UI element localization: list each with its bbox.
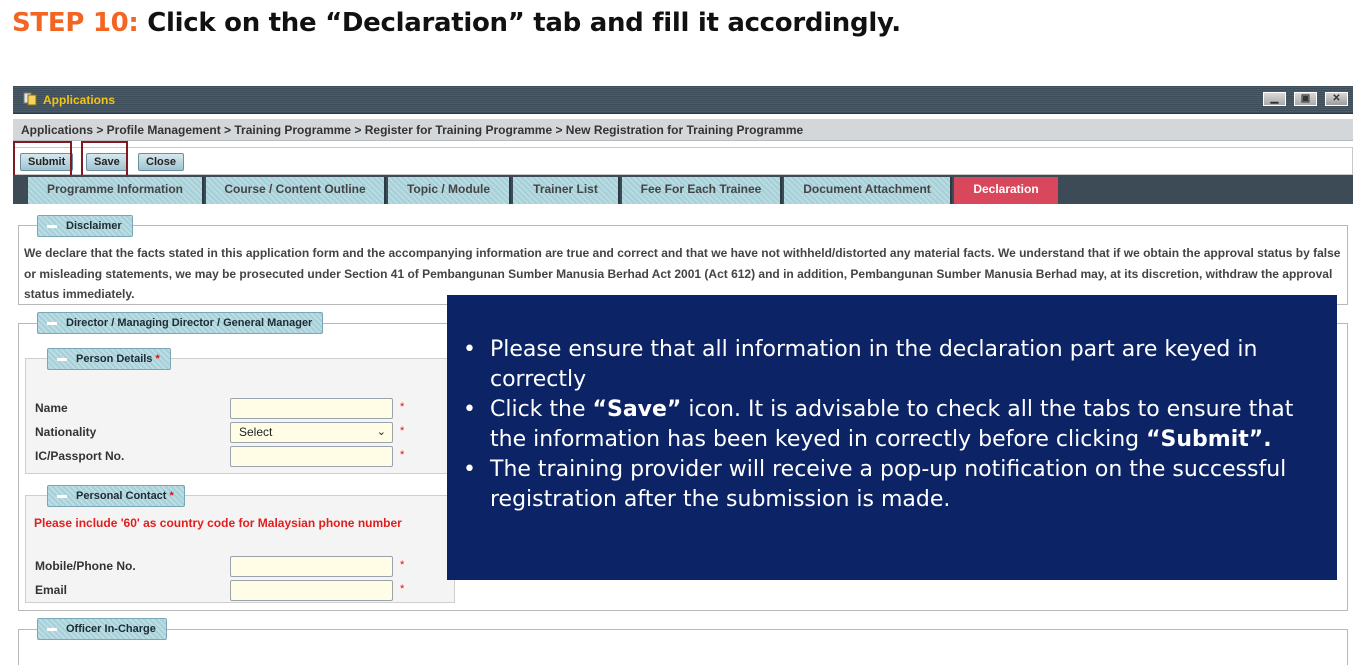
- tab-document-attachment[interactable]: Document Attachment: [784, 177, 952, 204]
- officer-legend-label: Officer In-Charge: [66, 623, 156, 635]
- minimize-icon: ▁: [1270, 93, 1279, 104]
- instruction-callout: [447, 295, 1337, 580]
- chevron-down-icon: ⌄: [376, 426, 386, 438]
- personal-contact-legend-label: Personal Contact: [76, 490, 167, 502]
- required-mark: *: [400, 583, 405, 595]
- disclaimer-legend[interactable]: [37, 215, 133, 237]
- maximize-icon: ▣: [1300, 93, 1311, 104]
- instruction-text: Click the: [490, 397, 593, 422]
- nationality-select[interactable]: [230, 422, 393, 443]
- save-highlight: [81, 141, 128, 179]
- nationality-label: Nationality: [35, 425, 97, 439]
- email-input[interactable]: [230, 580, 393, 601]
- ic-passport-label: IC/Passport No.: [35, 449, 125, 463]
- instruction-submit-emphasis: “Submit”.: [1146, 427, 1272, 452]
- instruction-bullet: [463, 395, 1317, 455]
- app-icon: [22, 92, 38, 106]
- nationality-value: Select: [239, 425, 273, 439]
- tab-trainer-list[interactable]: Trainer List: [513, 177, 620, 204]
- tab-topic-module[interactable]: Topic / Module: [388, 177, 511, 204]
- person-details-legend-label: Person Details: [76, 353, 153, 365]
- collapse-icon: [57, 358, 67, 361]
- instruction-save-emphasis: “Save”: [592, 397, 682, 422]
- director-legend[interactable]: [37, 312, 323, 334]
- close-icon: ✕: [1332, 93, 1341, 104]
- window-titlebar: [13, 86, 1353, 114]
- tab-course-content-outline[interactable]: Course / Content Outline: [206, 177, 386, 204]
- disclaimer-legend-label: Disclaimer: [66, 220, 122, 232]
- instruction-bullet: • The training provider will receive a pop-up notification on the successful registration after the submission is made.: [463, 455, 1317, 515]
- person-details-legend[interactable]: [47, 348, 171, 370]
- collapse-icon: [47, 322, 57, 325]
- officer-section: [18, 629, 1348, 665]
- collapse-icon: [47, 225, 57, 228]
- collapse-icon: [57, 495, 67, 498]
- maximize-button[interactable]: [1294, 92, 1317, 106]
- window-title: Applications: [43, 93, 116, 107]
- save-button[interactable]: Save: [86, 153, 128, 171]
- minimize-button[interactable]: [1263, 92, 1286, 106]
- instruction-bullet: • Please ensure that all information in the declaration part are keyed in correctly: [463, 335, 1317, 395]
- personal-contact-legend[interactable]: [47, 485, 185, 507]
- close-button[interactable]: Close: [138, 153, 184, 171]
- tab-programme-information[interactable]: Programme Information: [28, 177, 204, 204]
- tab-declaration[interactable]: Declaration: [954, 177, 1058, 204]
- officer-legend[interactable]: [37, 618, 167, 640]
- tab-bar: [13, 175, 1353, 204]
- submit-button[interactable]: Submit: [20, 153, 73, 171]
- required-mark: *: [155, 353, 160, 365]
- name-input[interactable]: [230, 398, 393, 419]
- required-mark: *: [400, 449, 405, 461]
- required-mark: *: [400, 425, 405, 437]
- mobile-phone-label: Mobile/Phone No.: [35, 559, 136, 573]
- step-number: STEP 10:: [12, 8, 139, 38]
- close-window-button[interactable]: [1325, 92, 1348, 106]
- required-mark: *: [400, 559, 405, 571]
- collapse-icon: [47, 628, 57, 631]
- step-title: [12, 8, 901, 38]
- phone-country-code-note: Please include '60' as country code for Malaysian phone number: [34, 516, 402, 530]
- ic-passport-input[interactable]: [230, 446, 393, 467]
- submit-highlight: [13, 141, 72, 179]
- director-legend-label: Director / Managing Director / General Manager: [66, 317, 313, 329]
- breadcrumb: Applications > Profile Management > Training Programme > Register for Training Programme > New Registration for Training Programme: [13, 119, 1353, 141]
- required-mark: *: [400, 401, 405, 413]
- tab-fee-for-each-trainee[interactable]: Fee For Each Trainee: [622, 177, 782, 204]
- toolbar: [13, 147, 1353, 175]
- disclaimer-text: We declare that the facts stated in this application form and the accompanying information are true and correct and that we have not withheld/distorted any material facts. We understand that if we obtain the approval status by false or misleading statements, we may be prosecuted under Section 41 of Pembangunan Sumber Manusia Berhad Act 2001 (Act 612) and in addition, Pembangunan Sumber Manusia Berhad may, at its discretion, withdraw the approval status immediately.: [24, 246, 1341, 301]
- step-text: Click on the “Declaration” tab and fill it accordingly.: [147, 8, 901, 38]
- required-mark: *: [169, 490, 174, 502]
- email-label: Email: [35, 583, 68, 597]
- name-label: Name: [35, 401, 68, 415]
- mobile-phone-input[interactable]: [230, 556, 393, 577]
- instruction-text: icon. It is advisable to check all the tabs to ensure that the information has been keyed in correctly before clicking: [490, 397, 1294, 452]
